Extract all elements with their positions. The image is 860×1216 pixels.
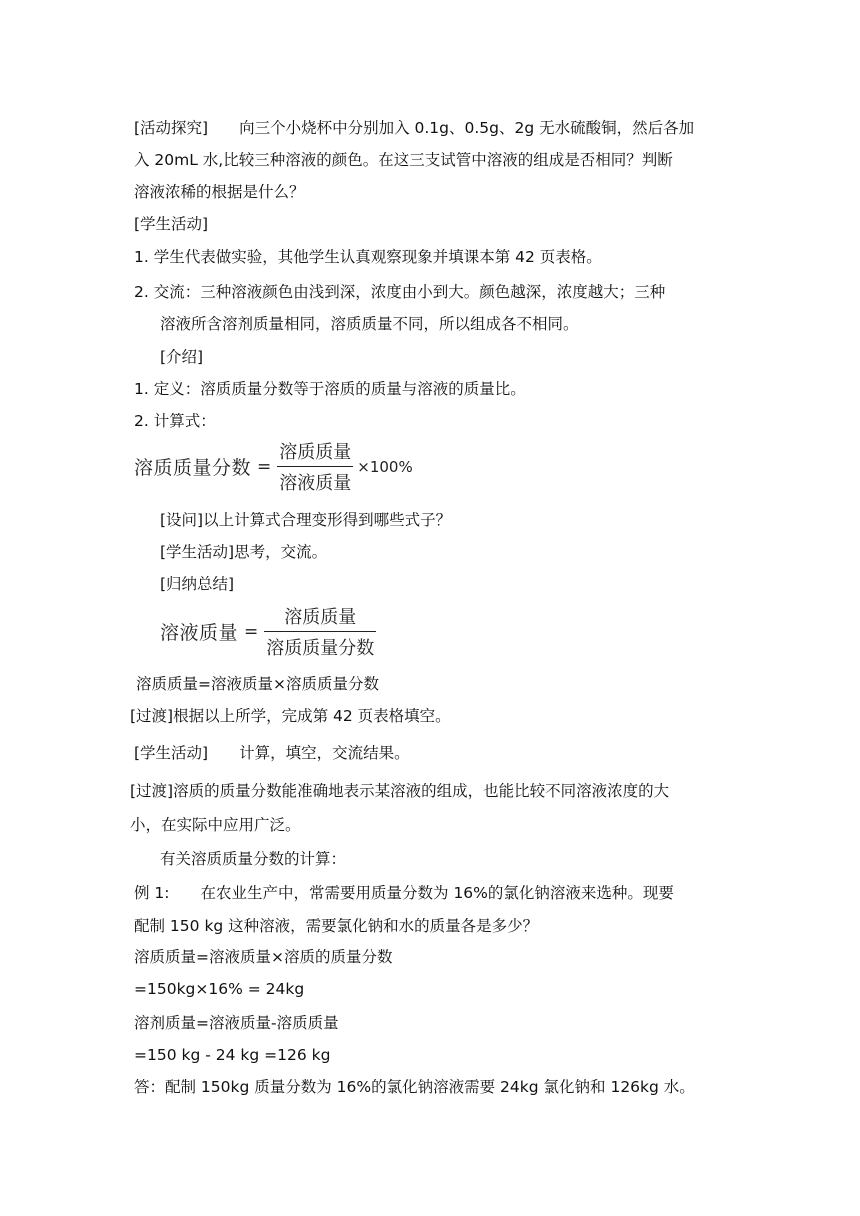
text-line: 溶剂质量=溶液质量-溶质质量	[134, 1014, 339, 1032]
fraction-numerator: 溶质质量	[284, 607, 357, 628]
text-line: =150 kg - 24 kg =126 kg	[134, 1046, 331, 1064]
text-line: [设问]以上计算式合理变形得到哪些式子？	[160, 511, 452, 529]
formula-lhs: 溶质质量分数	[134, 457, 252, 479]
text-line: 入 20mL 水,比较三种溶液的颜色。在这三支试管中溶液的组成是否相同？判断	[134, 151, 673, 169]
text-line: 小，在实际中应用广泛。	[130, 816, 301, 834]
section-label: [学生活动]	[134, 215, 209, 233]
text-line: 有关溶质质量分数的计算：	[160, 850, 347, 868]
text-line: 例 1: 在农业生产中，常需要用质量分数为 16%的氯化钠溶液来选种。现要	[134, 884, 674, 902]
formula-solution-mass	[160, 603, 376, 660]
list-item: 2. 交流：三种溶液颜色由浅到深，浓度由小到大。颜色越深，浓度越大；三种	[134, 283, 666, 301]
fraction	[264, 603, 376, 660]
list-item: 1. 定义：溶质质量分数等于溶质的质量与溶液的质量比。	[134, 380, 526, 398]
text-line: [过渡]溶质的质量分数能准确地表示某溶液的组成，也能比较不同溶液浓度的大	[130, 782, 670, 800]
fraction-numerator: 溶质质量	[279, 442, 352, 463]
text-line: [学生活动] 计算，填空，交流结果。	[134, 744, 410, 762]
formula-lhs: 溶液质量	[160, 622, 239, 644]
fraction-bar	[264, 631, 376, 632]
fraction-denominator: 溶液质量	[279, 473, 352, 494]
text-line: 溶液浓稀的根据是什么？	[134, 183, 305, 201]
text-line: 溶液所含溶剂质量相同，溶质质量不同，所以组成各不相同。	[160, 315, 579, 333]
fraction-bar	[277, 466, 353, 467]
answer-line: 答：配制 150kg 质量分数为 16%的氯化钠溶液需要 24kg 氯化钠和 126kg 水。	[134, 1078, 695, 1096]
list-item: 2. 计算式：	[134, 412, 216, 430]
formula-multiplier: ×100%	[357, 457, 413, 476]
text-line: [活动探究] 向三个小烧杯中分别加入 0.1g、0.5g、2g 无水硫酸铜，然后各加	[134, 119, 695, 137]
fraction	[277, 438, 353, 495]
section-label: [归纳总结]	[160, 575, 235, 593]
formula-mass-fraction	[134, 438, 413, 495]
list-item: 1. 学生代表做实验，其他学生认真观察现象并填课本第 42 页表格。	[134, 248, 602, 266]
section-label: [介绍]	[160, 348, 204, 366]
text-line: [学生活动]思考，交流。	[160, 543, 328, 561]
text-line: 配制 150 kg 这种溶液，需要氯化钠和水的质量各是多少？	[134, 917, 539, 935]
text-line: [过渡]根据以上所学，完成第 42 页表格填空。	[130, 707, 451, 725]
text-line: =150kg×16% = 24kg	[134, 980, 305, 998]
formula-equals: =	[257, 456, 272, 477]
text-line: 溶质质量=溶液质量×溶质质量分数	[136, 675, 379, 693]
text-line: 溶质质量=溶液质量×溶质的质量分数	[134, 948, 393, 966]
fraction-denominator: 溶质质量分数	[266, 638, 375, 659]
formula-equals: =	[244, 621, 259, 642]
